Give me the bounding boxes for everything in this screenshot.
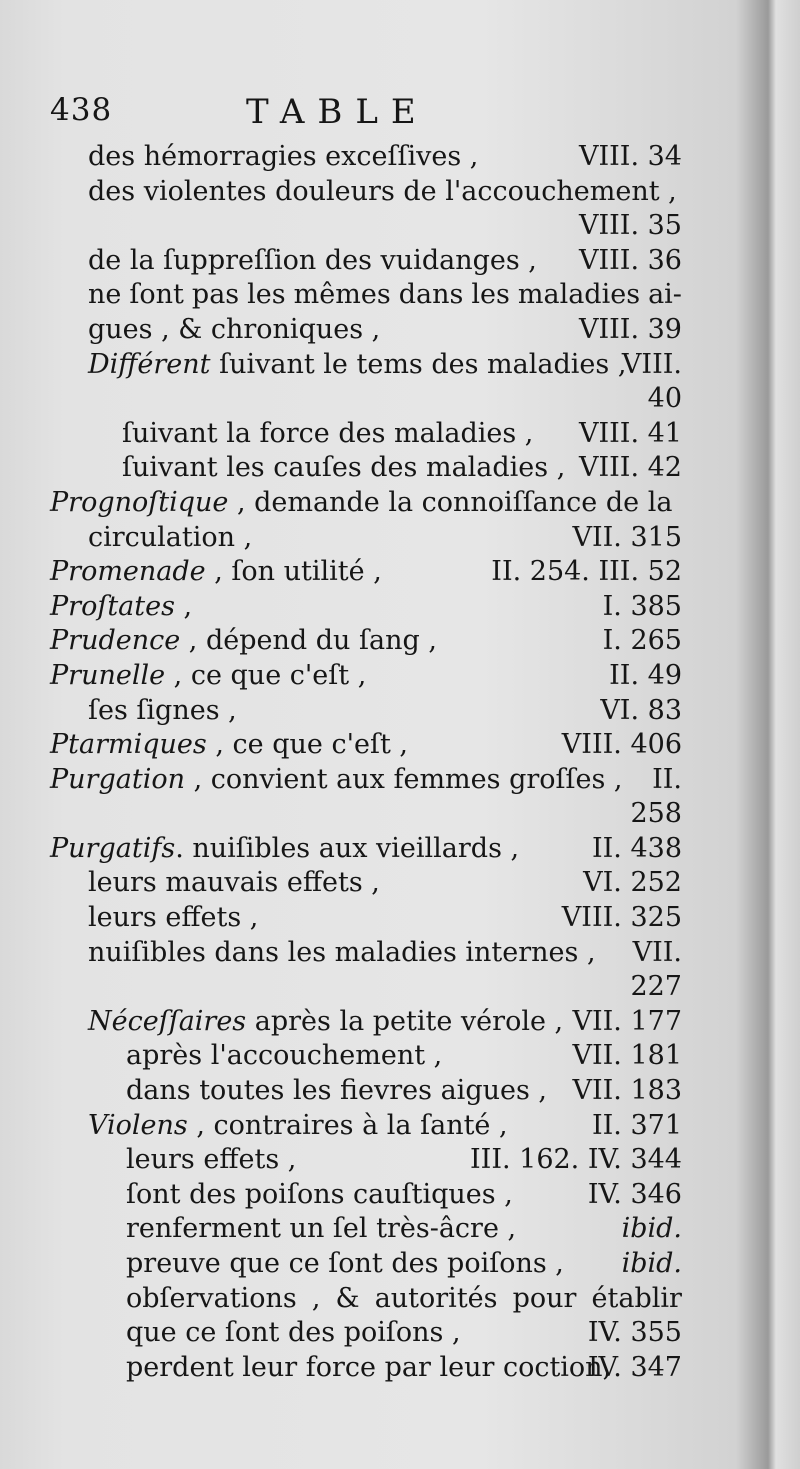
word: les — [247, 279, 286, 311]
entry-description: leurs effets , — [88, 902, 259, 934]
entry-text — [50, 624, 437, 659]
page-reference: VI. 252 — [583, 867, 682, 899]
index-term: Différent — [88, 348, 211, 380]
page-reference: IV. 346 — [587, 1178, 682, 1210]
entry-description: après l'accouchement , — [126, 1040, 443, 1072]
entry-description: , dépend du ſang , — [180, 625, 437, 657]
index-line — [50, 1282, 682, 1317]
index-line — [50, 1351, 682, 1386]
entry-description: de la ſuppreſſion des vuidanges , — [88, 244, 537, 276]
justified-text — [126, 1282, 682, 1317]
index-line — [50, 901, 682, 936]
entry-description: renferment un ſel très-âcre , — [126, 1213, 517, 1245]
entry-description: ſuivant le tems des maladies , — [210, 348, 627, 380]
entry-text — [88, 175, 677, 210]
page-reference: VIII. 41 — [578, 417, 682, 449]
entry-description: circulation , — [88, 521, 253, 553]
page-reference: ibid. — [621, 1248, 682, 1279]
word: ai- — [648, 279, 682, 311]
entry-text — [126, 1316, 461, 1351]
page-reference: VII. 181 — [572, 1040, 682, 1072]
index-line — [50, 1005, 682, 1040]
index-line — [50, 486, 682, 521]
page-reference: I. 385 — [602, 590, 682, 622]
page-reference: IV. 355 — [587, 1317, 682, 1349]
index-line — [50, 1039, 682, 1074]
word: pas — [191, 279, 240, 311]
index-line — [50, 244, 682, 279]
word: obſervations — [126, 1282, 297, 1314]
index-term: Violens — [88, 1109, 188, 1141]
entry-description: gues , & chroniques , — [88, 313, 381, 345]
running-title: TABLE — [246, 92, 429, 132]
entry-text — [126, 1212, 516, 1247]
index-line — [50, 1074, 682, 1109]
index-term: Promenade — [50, 556, 206, 588]
page-reference: VII. — [632, 936, 682, 968]
index-line — [50, 694, 682, 729]
entry-text — [50, 659, 366, 694]
index-term: Prunelle — [50, 659, 166, 691]
index-line — [50, 1247, 682, 1282]
page-header — [50, 92, 480, 136]
index-line — [50, 832, 682, 867]
page-reference: 40 — [647, 383, 682, 415]
entry-text — [126, 1039, 442, 1074]
word: ne — [88, 279, 122, 311]
entry-description: leurs mauvais effets , — [88, 867, 380, 899]
page-reference: III. 162. IV. 344 — [469, 1144, 682, 1176]
index-line — [50, 866, 682, 901]
index-line — [50, 313, 682, 348]
entry-text — [126, 1143, 296, 1178]
page-reference: VI. 83 — [600, 694, 682, 726]
entry-text — [88, 866, 380, 901]
entry-description: , convient aux femmes groſſes , — [184, 763, 623, 795]
index-line — [50, 382, 682, 417]
justified-text — [88, 278, 682, 313]
entry-description: ſont des poiſons cauſtiques , — [126, 1178, 513, 1210]
page-reference: VIII. 34 — [578, 141, 682, 172]
word: dans — [398, 279, 464, 311]
page-reference: ibid. — [621, 1213, 682, 1245]
entry-text — [88, 694, 237, 729]
entry-description: , — [174, 590, 193, 622]
entry-description: , ce que c'eſt , — [165, 659, 367, 691]
index-line — [50, 175, 682, 210]
entry-description: , contraires à la ſanté , — [187, 1109, 508, 1141]
page-reference: VII. 315 — [572, 521, 682, 553]
word: & — [335, 1282, 360, 1314]
page-reference: VII. 183 — [572, 1075, 682, 1107]
page-reference: II. 254. III. 52 — [491, 556, 682, 588]
page-reference: VIII. 325 — [561, 902, 682, 934]
entry-description: , ce que c'eſt , — [206, 729, 408, 761]
page-reference: II. — [652, 763, 682, 795]
index-term: Purgatifs — [50, 832, 176, 864]
entry-description: perdent leur force par leur coction, — [126, 1351, 612, 1383]
index-line — [50, 970, 682, 1005]
entry-description: nuiſibles dans les maladies internes , — [88, 936, 596, 968]
entry-description: leurs effets , — [126, 1144, 297, 1176]
index-entries — [50, 140, 682, 1385]
page-reference: VIII. — [621, 348, 682, 380]
entry-text — [126, 1247, 564, 1282]
index-line — [50, 590, 682, 625]
index-line — [50, 1109, 682, 1144]
page-number: 438 — [50, 92, 113, 128]
entry-text — [50, 763, 623, 798]
entry-description: , demande la connoiſſance de la — [228, 486, 673, 518]
page-reference: II. 438 — [591, 832, 682, 864]
index-line — [50, 348, 682, 383]
index-line — [50, 521, 682, 556]
index-line — [50, 1178, 682, 1213]
entry-description: ſuivant les cauſes des maladies , — [122, 452, 566, 484]
page-reference: IV. 347 — [587, 1351, 682, 1383]
index-line — [50, 451, 682, 486]
page-reference: 227 — [630, 971, 682, 1003]
index-line — [50, 1143, 682, 1178]
entry-description: , ſon utilité , — [205, 556, 382, 588]
page-reference: II. 49 — [609, 659, 682, 691]
word: pour — [512, 1282, 577, 1314]
page-reference: VIII. 42 — [578, 452, 682, 484]
index-line — [50, 659, 682, 694]
page-reference: VII. 177 — [572, 1005, 682, 1037]
entry-text — [50, 555, 382, 590]
entry-text — [88, 348, 626, 383]
index-term: Ptarmiques — [50, 729, 207, 761]
entry-description: . nuiſibles aux vieillards , — [175, 832, 520, 864]
entry-text — [88, 936, 596, 971]
entry-text — [88, 901, 258, 936]
index-line — [50, 278, 682, 313]
page-reference: VIII. 406 — [561, 729, 682, 761]
entry-text — [50, 486, 672, 521]
index-line — [50, 209, 682, 244]
entry-description: que ce ſont des poiſons , — [126, 1317, 461, 1349]
index-term: Prudence — [50, 625, 181, 657]
entry-text — [88, 521, 252, 556]
entry-description: dans toutes les fievres aigues , — [126, 1075, 547, 1107]
page-reference: 258 — [630, 798, 682, 830]
entry-description: des violentes douleurs de l'accouchement , — [88, 175, 677, 207]
index-line — [50, 1316, 682, 1351]
page-reference: VIII. 39 — [578, 313, 682, 345]
entry-text — [88, 313, 380, 348]
index-line — [50, 936, 682, 971]
entry-description: preuve que ce ſont des poiſons , — [126, 1248, 564, 1279]
word: maladies — [517, 279, 641, 311]
page-reference: VIII. 35 — [578, 210, 682, 242]
word: établir — [591, 1282, 682, 1314]
entry-text — [88, 140, 478, 175]
page-reference: VIII. 36 — [578, 244, 682, 276]
entry-text — [126, 1074, 547, 1109]
entry-description: des hémorragies exceſſives , — [88, 141, 479, 172]
word: mêmes — [293, 279, 391, 311]
page-reference: I. 265 — [602, 625, 682, 657]
word: les — [471, 279, 510, 311]
word: , — [311, 1282, 321, 1314]
entry-text — [126, 1178, 513, 1213]
index-line — [50, 1212, 682, 1247]
index-line — [50, 555, 682, 590]
index-term: Prognoſtique — [50, 486, 229, 518]
index-line — [50, 797, 682, 832]
entry-text — [50, 832, 519, 867]
entry-text — [122, 417, 533, 452]
index-line — [50, 417, 682, 452]
entry-text — [122, 451, 565, 486]
entry-text — [126, 1351, 611, 1386]
entry-description: ſes ſignes , — [88, 694, 237, 726]
index-term: Néceſſaires — [88, 1005, 247, 1037]
entry-text — [88, 244, 537, 279]
entry-description: ſuivant la force des maladies , — [122, 417, 534, 449]
entry-text — [88, 1109, 508, 1144]
index-line — [50, 624, 682, 659]
word: autorités — [374, 1282, 498, 1314]
entry-text — [88, 1005, 563, 1040]
entry-description: après la petite vérole , — [246, 1005, 564, 1037]
page-reference: II. 371 — [591, 1109, 682, 1141]
index-line — [50, 140, 682, 175]
entry-text — [50, 590, 192, 625]
word: ſont — [129, 279, 184, 311]
entry-text — [50, 728, 408, 763]
index-term: Purgation — [50, 763, 185, 795]
index-term: Proſtates — [50, 590, 175, 622]
index-line — [50, 763, 682, 798]
index-line — [50, 728, 682, 763]
